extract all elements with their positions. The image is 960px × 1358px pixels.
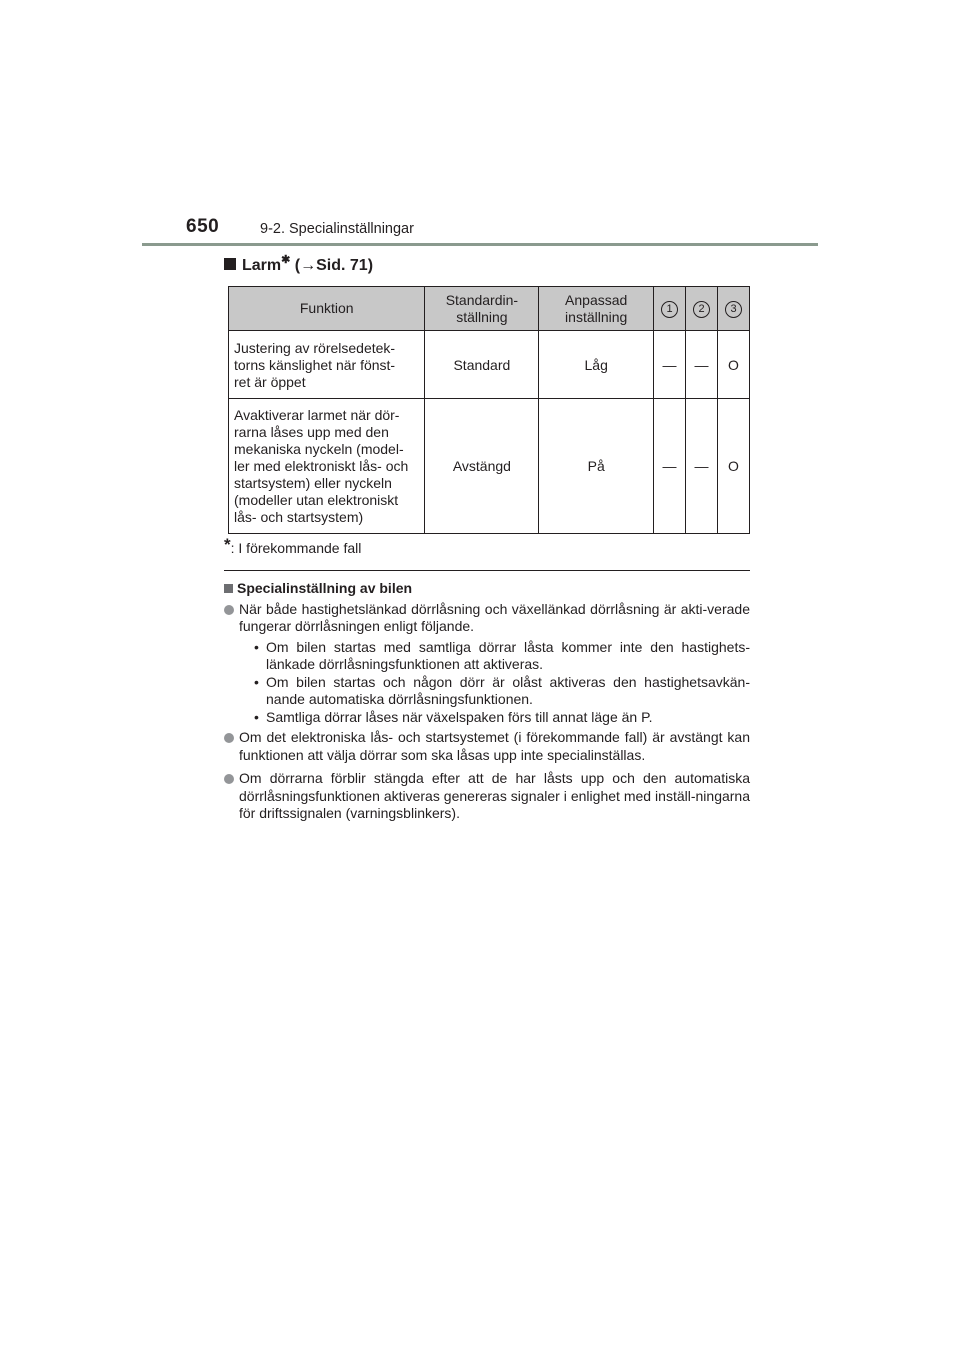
bullet-text: Om det elektroniska lås- och startsystemet (i förekommande fall) är avstängt kan funktionen att välja dörrar som ska låsas upp inte specialinställas. (239, 729, 750, 763)
footnote-text: : I förekommande fall (230, 540, 362, 556)
header-function: Funktion (229, 287, 425, 331)
row-method-3: O (718, 331, 750, 399)
asterisk-mark: * (224, 535, 231, 554)
list-item (224, 770, 750, 823)
circled-2-icon: 2 (693, 301, 710, 318)
section-title: 9-2. Specialinställningar (260, 221, 414, 237)
header-rule (142, 243, 818, 246)
circle-bullet-icon (224, 733, 234, 743)
alarm-heading-ref: (→Sid. 71) (290, 257, 374, 274)
table-row (229, 331, 750, 399)
row-function (229, 399, 425, 534)
page-number: 650 (186, 216, 220, 237)
notes-heading-text: Specialinställning av bilen (237, 580, 413, 596)
row-method-1: — (654, 399, 686, 534)
square-bullet-icon (224, 584, 233, 593)
list-item (224, 601, 750, 727)
header-default (425, 287, 539, 331)
header-custom (539, 287, 654, 331)
header-method-3 (718, 287, 750, 331)
sub-list-item: • Samtliga dörrar låses när växelspaken förs till annat läge än P. (239, 709, 750, 727)
row-method-1: — (654, 331, 686, 399)
circled-1-icon: 1 (661, 301, 678, 318)
sub-list-item: • Om bilen startas med samtliga dörrar låsta kommer inte den hastighets-länkade dörrlåsningsfunktionen att aktiveras. (239, 639, 750, 674)
square-bullet-icon (224, 258, 236, 270)
circle-bullet-icon (224, 774, 234, 784)
alarm-heading (224, 253, 373, 275)
header-method-2 (686, 287, 718, 331)
bullet-text: Om dörrarna förblir stängda efter att de har låsts upp och den automatiska dörrlåsningsfunktionen aktiveras genereras signaler i enlighet med inställ-ningarna för driftssignalen (varningsblinkers). (239, 770, 750, 821)
row-default: Avstängd (425, 399, 539, 534)
bullet-text: När både hastighetslänkad dörrlåsning och växellänkad dörrlåsning är akti-verade fungerar dörrlåsningen enligt följande. (239, 600, 750, 634)
circle-bullet-icon (224, 605, 234, 615)
row-custom: Låg (539, 331, 654, 399)
asterisk-mark: ✱ (281, 254, 291, 266)
row-function-text: Justering av rörelsedetek- torns känslighet när fönst- ret är öppet (234, 339, 396, 390)
notes-heading (224, 580, 750, 598)
table-row (229, 399, 750, 534)
header-custom-text: Anpassad inställning (565, 291, 628, 325)
row-function-text: Avaktiverar larmet när dör- rarna låses upp med den mekaniska nyckeln (model- ler med elektroniskt lås- och startsystem) eller nyckeln (modeller utan elektroniskt lås- och startsystem) (234, 407, 409, 525)
sub-list-item: • Om bilen startas och någon dörr är olåst aktiveras den hastighetsavkän-nande automatiska dörrlåsningsfunktionen. (239, 674, 750, 709)
section-divider (224, 570, 750, 571)
table-header-row (229, 287, 750, 331)
footnote (224, 535, 361, 556)
sub-list (239, 639, 750, 727)
alarm-heading-text: Larm (242, 257, 282, 274)
row-function (229, 331, 425, 399)
circled-3-icon: 3 (725, 301, 742, 318)
notes-section (224, 580, 750, 823)
row-custom: På (539, 399, 654, 534)
row-method-3: O (718, 399, 750, 534)
row-method-2: — (686, 399, 718, 534)
header-default-text: Standardin- ställning (445, 291, 519, 325)
list-item (224, 729, 750, 764)
header-method-1 (654, 287, 686, 331)
row-default: Standard (425, 331, 539, 399)
alarm-settings-table (228, 286, 750, 534)
row-method-2: — (686, 331, 718, 399)
